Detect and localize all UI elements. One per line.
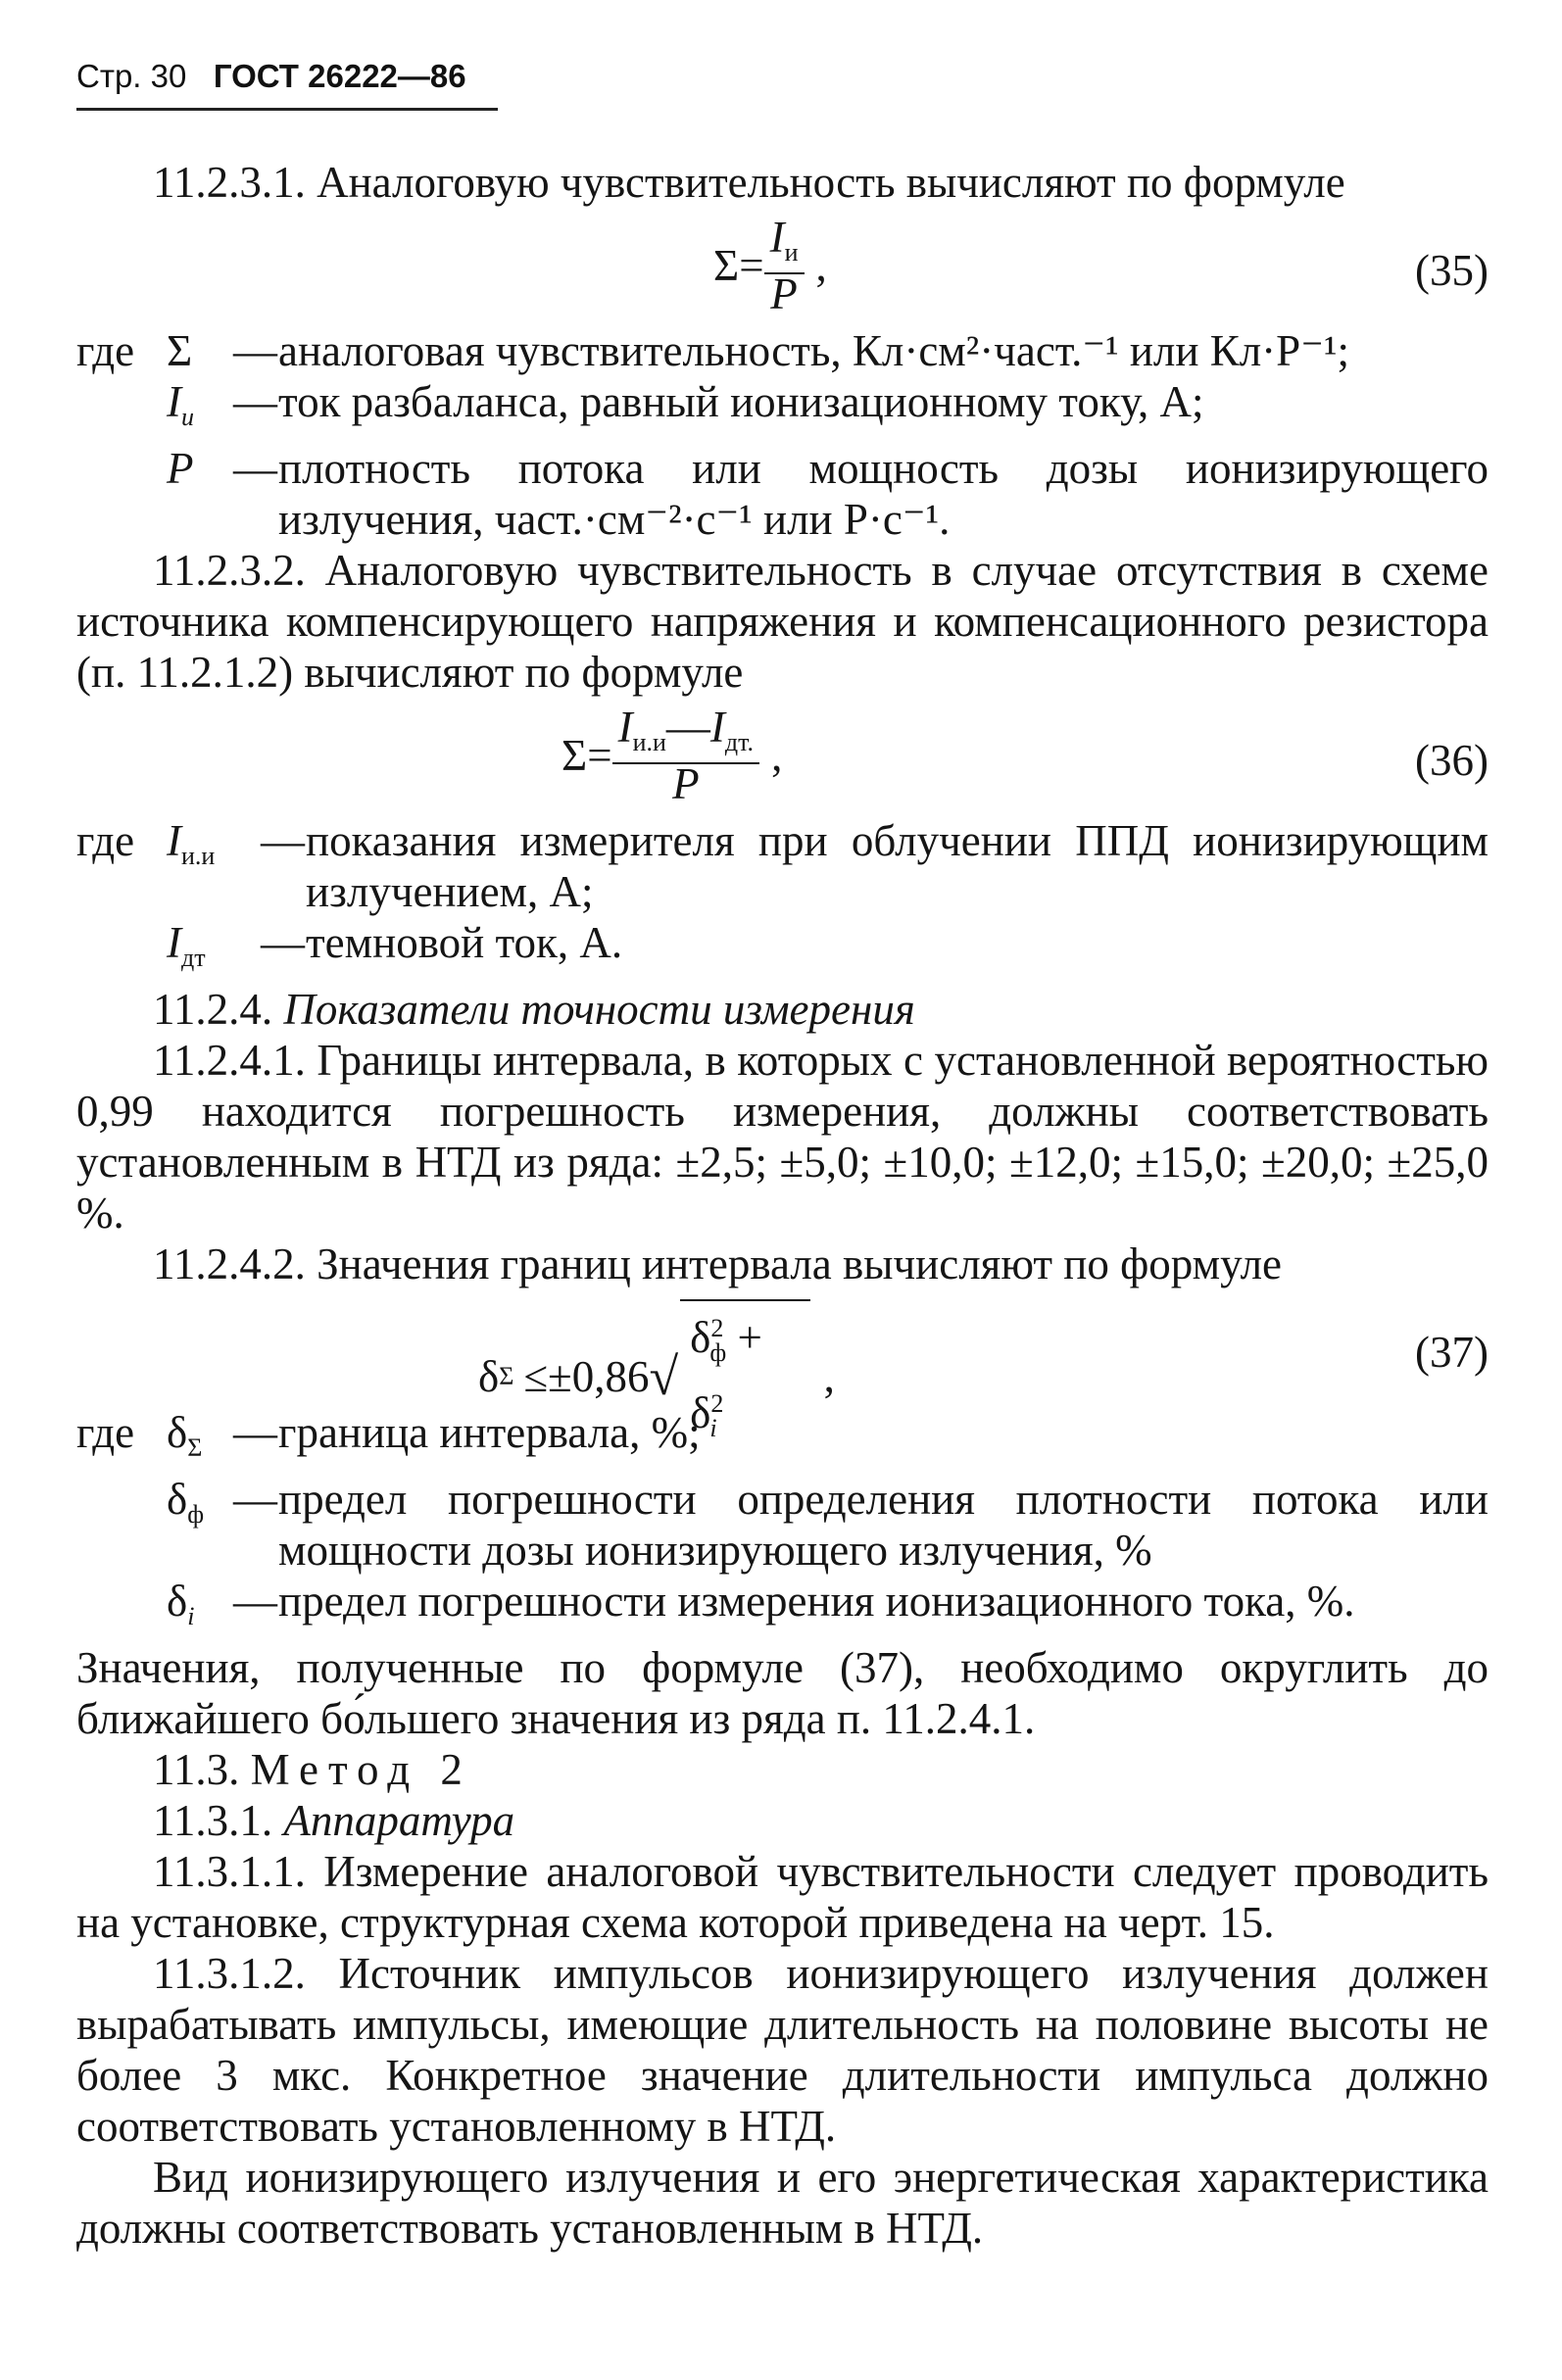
- clause-11-2-4-2: 11.2.4.2. Значения границ интервала вычисляют по формуле: [153, 1239, 1283, 1288]
- formula-35: [76, 213, 1489, 318]
- def-subscript: Σ: [187, 1433, 203, 1462]
- def-symbol: Σ: [167, 326, 193, 375]
- def-text: плотность потока или мощность дозы ионизирующего излучения, част.·см⁻²·с⁻¹ или Р·с⁻¹.: [278, 444, 1489, 544]
- def-subscript: i: [187, 1602, 195, 1630]
- clause-number: 11.3.: [153, 1745, 240, 1794]
- def-symbol: I: [167, 918, 181, 967]
- formula-symbol: =: [739, 241, 764, 290]
- def-dash: —: [233, 1408, 277, 1457]
- formula-subscript: i: [709, 1414, 717, 1442]
- formula-subscript: и: [784, 238, 799, 267]
- clause-number: 11.2.4.: [153, 985, 273, 1034]
- def-symbol: P: [167, 444, 194, 493]
- formula-symbol: =: [587, 731, 612, 780]
- formula-fraction: [612, 703, 759, 808]
- definitions-35: [76, 325, 1489, 545]
- def-subscript: и: [181, 403, 194, 431]
- clause-title: Аппаратура: [283, 1796, 515, 1845]
- def-where: где: [76, 1408, 135, 1457]
- formula-punct: ,: [823, 1352, 835, 1401]
- paragraph-rounding: Значения, полученные по формуле (37), необходимо округлить до ближайшего бо́льшего значения из ряда п. 11.2.4.1.: [76, 1643, 1489, 1743]
- def-where: где: [76, 326, 135, 375]
- clause-11-2-4-1: 11.2.4.1. Границы интервала, в которых с установленной вероятностью 0,99 находится погрешность измерения, должны соответствовать установленным в НТД из ряда: ±2,5; ±5,0; ±10,0; ±12,0; ±15,0; ±20,0; ±25,0 %.: [76, 1036, 1489, 1238]
- clause-number: 11.3.1.: [153, 1796, 273, 1845]
- def-symbol: δ: [167, 1577, 188, 1626]
- formula-subscript: ф: [709, 1338, 727, 1367]
- equation-number: (37): [1415, 1328, 1489, 1377]
- formula-superscript: 2: [710, 1314, 724, 1342]
- formula-symbol: I: [617, 703, 633, 752]
- clause-11-3-1-2: 11.3.1.2. Источник импульсов ионизирующего излучения должен вырабатывать импульсы, имеющие длительность на половине высоты не более 3 мкс. Конкретное значение длительности импульса должно соответствовать установленному в НТД.: [76, 1949, 1489, 2151]
- def-text: показания измерителя при облучении ППД ионизирующим излучением, А;: [306, 816, 1489, 916]
- formula-subscript: Σ: [499, 1362, 514, 1390]
- formula-symbol: I: [709, 703, 725, 752]
- def-symbol: I: [167, 377, 181, 426]
- clause-11-3: [76, 1744, 1489, 1795]
- formula-subscript: дт.: [724, 728, 755, 756]
- radical-sign: √: [649, 1347, 679, 1406]
- formula-symbol: Σ: [561, 731, 588, 780]
- formula-symbol: Σ: [713, 241, 740, 290]
- formula-symbol: δ: [690, 1313, 711, 1362]
- def-symbol: I: [167, 816, 181, 865]
- clause-title: Метод 2: [250, 1745, 472, 1794]
- clause-11-2-3-1: 11.2.3.1. Аналоговую чувствительность вычисляют по формуле: [153, 158, 1345, 207]
- clause-11-2-4: [76, 984, 1489, 1035]
- def-dash: —: [233, 377, 277, 426]
- formula-symbol: δ: [478, 1352, 500, 1401]
- formula-punct: ,: [771, 731, 783, 780]
- standard-number: ГОСТ 26222—86: [213, 58, 466, 94]
- def-text: аналоговая чувствительность, Кл·см²·част.⁻¹ или Кл·Р⁻¹;: [278, 326, 1349, 375]
- def-where: где: [76, 816, 135, 865]
- paragraph-radiation-kind: Вид ионизирующего излучения и его энергетическая характеристика должны соответствовать установленным в НТД.: [76, 2153, 1489, 2253]
- def-dash: —: [233, 1577, 277, 1626]
- def-subscript: дт: [181, 944, 206, 972]
- def-dash: —: [261, 918, 305, 967]
- formula-punct: ,: [815, 241, 827, 290]
- def-dash: —: [233, 444, 277, 493]
- def-dash: —: [261, 816, 305, 865]
- def-text: граница интервала, %;: [278, 1408, 701, 1457]
- equation-number: (35): [1415, 246, 1489, 295]
- formula-symbol: δ: [690, 1388, 711, 1437]
- formula-symbol: +: [737, 1313, 762, 1362]
- page-body: [76, 157, 1489, 2254]
- radicand: [680, 1299, 809, 1454]
- def-text: предел погрешности измерения ионизационного тока, %.: [278, 1577, 1355, 1626]
- formula-symbol: ≤±0,86: [523, 1352, 650, 1401]
- def-text: предел погрешности определения плотности потока или мощности дозы ионизирующего излучения, %: [278, 1475, 1489, 1575]
- def-text: ток разбаланса, равный ионизационному току, А;: [278, 377, 1204, 426]
- clause-11-3-1-1: 11.3.1.1. Измерение аналоговой чувствительности следует проводить на установке, структурная схема которой приведена на черт. 15.: [76, 1847, 1489, 1947]
- page-header: [76, 57, 498, 111]
- def-subscript: и.и: [181, 842, 216, 870]
- formula-symbol: P: [672, 759, 700, 808]
- formula-symbol: —: [665, 703, 710, 752]
- formula-36: [76, 703, 1489, 808]
- formula-superscript: 2: [710, 1389, 724, 1418]
- clause-title: Показатели точности измерения: [283, 985, 915, 1034]
- def-symbol: δ: [167, 1408, 188, 1457]
- definitions-36: [76, 815, 1489, 984]
- def-text: темновой ток, А.: [306, 918, 623, 967]
- def-dash: —: [233, 326, 277, 375]
- clause-11-3-1: [76, 1795, 1489, 1846]
- def-dash: —: [233, 1475, 277, 1524]
- page-number: Стр. 30: [76, 58, 187, 94]
- clause-11-2-3-2: 11.2.3.2. Аналоговую чувствительность в случае отсутствия в схеме источника компенсирующего напряжения и компенсационного резистора (п. 11.2.1.2) вычисляют по формуле: [76, 546, 1489, 697]
- equation-number: (36): [1415, 736, 1489, 785]
- formula-subscript: и.и: [632, 728, 666, 756]
- def-symbol: δ: [167, 1475, 188, 1524]
- def-subscript: ф: [187, 1500, 205, 1529]
- formula-symbol: I: [769, 213, 785, 262]
- formula-fraction: [764, 213, 805, 318]
- formula-symbol: P: [770, 269, 798, 318]
